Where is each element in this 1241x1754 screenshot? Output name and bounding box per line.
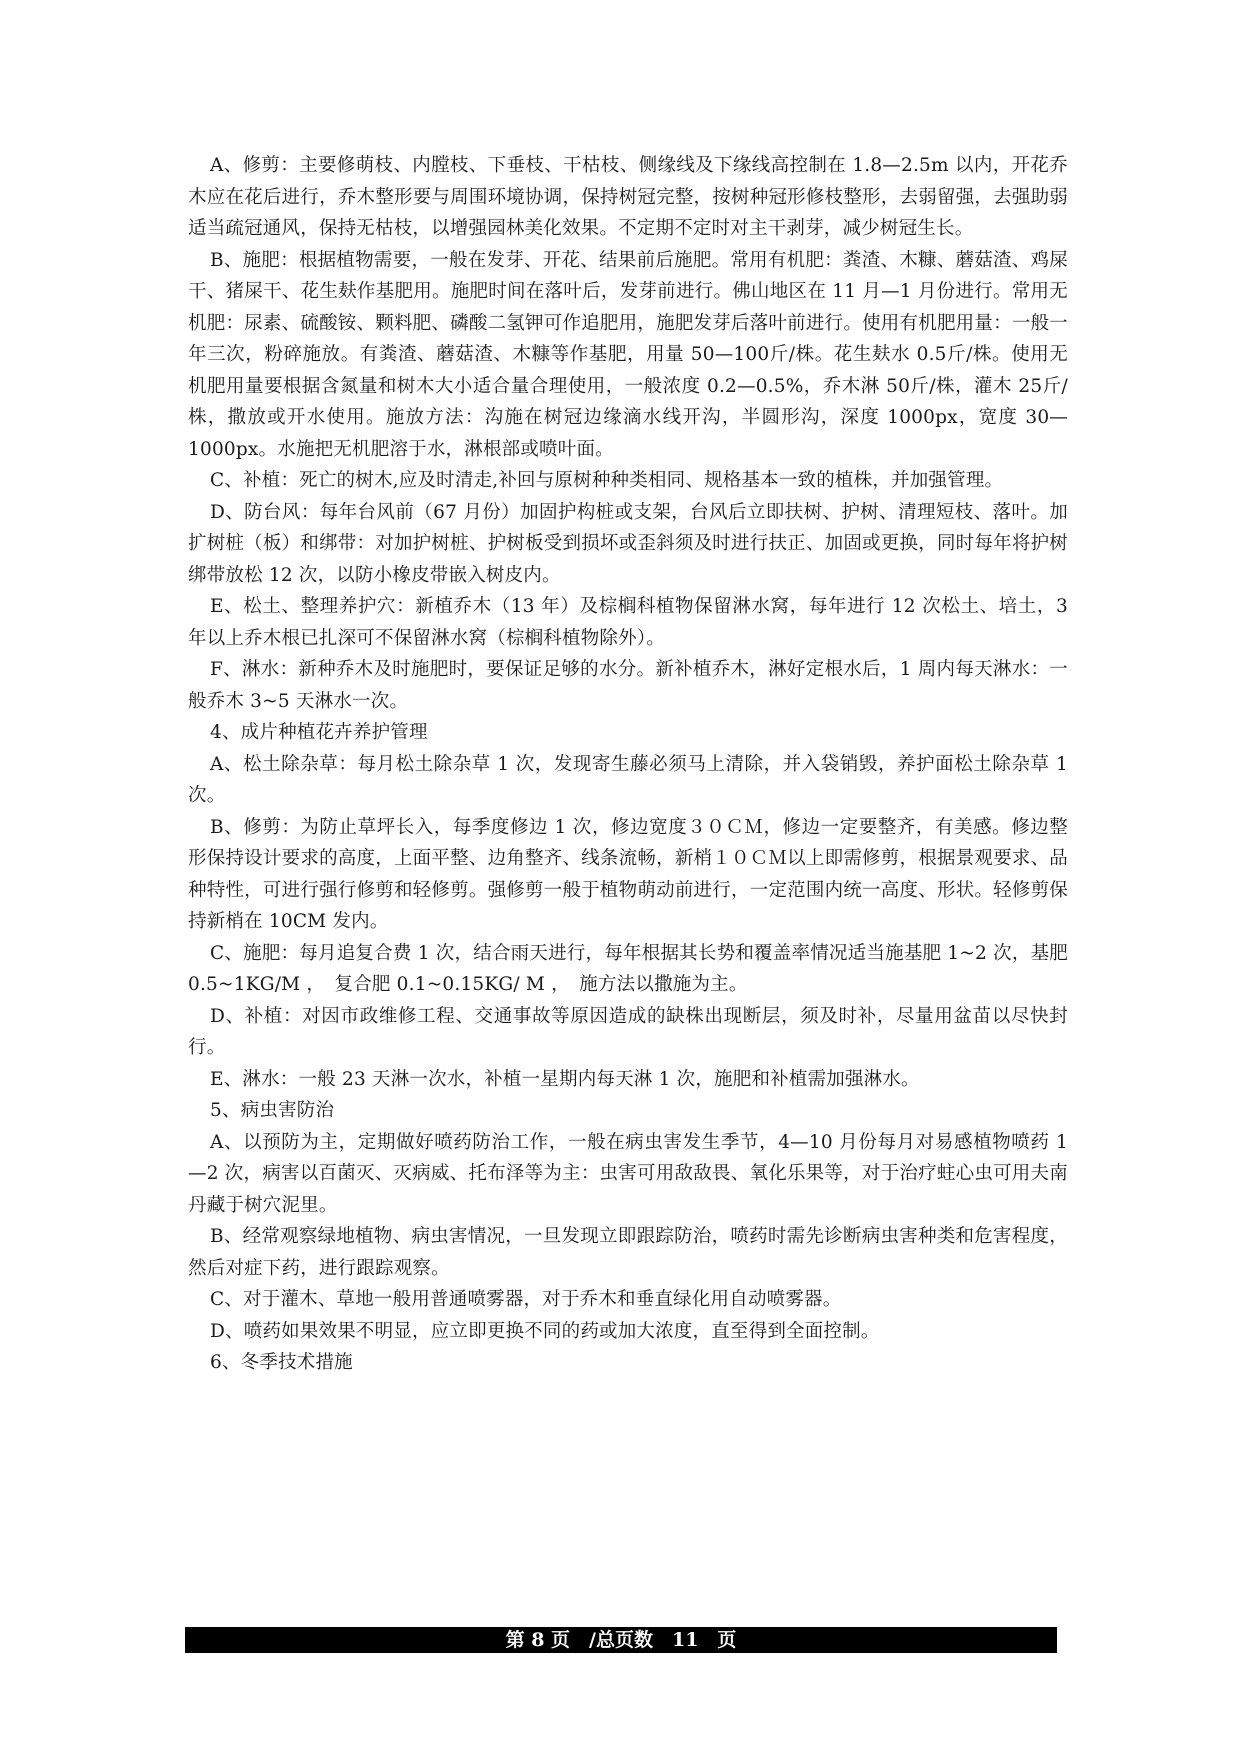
paragraph-flower-pruning: B、修剪：为防止草坪长入，每季度修边 1 次，修边宽度３０ＣＭ，修边一定要整齐，有美感。修边整形保持设计要求的高度，上面平整、边角整齐、线条流畅，新梢１０ＣＭ以上即需修剪，根据景观要求、品种特性，可进行强行修剪和轻修剪。强修剪一般于植物萌动前进行，一定范围内统一高度、形状。轻修剪保持新梢在 10CM 发内。 (188, 816, 1068, 932)
paragraph-fertilizing: B、施肥：根据植物需要，一般在发芽、开花、结果前后施肥。常用有机肥：粪渣、木糠、蘑菇渣、鸡屎干、猪屎干、花生麸作基肥用。施肥时间在落叶后，发芽前进行。佛山地区在 11 月—1 月份进行。常用无机肥：尿素、硫酸铵、颗料肥、磷酸二氢钾可作追肥用，施肥发芽后落叶前进行。使用有机肥用量：一般一年三次，粉碎施放。有粪渣、蘑菇渣、木糠等作基肥，用量 50—100斤/株。花生麸水 0.5斤/株。使用无机肥用量要根据含氮量和树木大小适合量合理使用，一般浓度 0.2—0.5%，乔木淋 50斤/株，灌木 25斤/株，撒放或开水使用。施放方法：沟施在树冠边缘滴水线开沟，半圆形沟，深度 1000px，宽度 30—1000px。水施把无机肥溶于水，淋根部或喷叶面。 (188, 249, 1068, 460)
paragraph-weeding: A、松土除杂草：每月松土除杂草 1 次，发现寄生藤必须马上清除，并入袋销毁，养护面松土除杂草 1 次。 (188, 753, 1068, 806)
section-heading-flowers: 4、成片种植花卉养护管理 (210, 722, 428, 743)
section-heading-winter: 6、冬季技术措施 (210, 1352, 353, 1373)
paragraph-loosening-soil: E、松土、整理养护穴：新植乔木（13 年）及棕榈科植物保留淋水窝，每年进行 12 次松土、培土，3 年以上乔木根已扎深可不保留淋水窝（棕榈科植物除外）。 (188, 596, 1068, 649)
document-body (188, 150, 1068, 1379)
paragraph-prevention: A、以预防为主，定期做好喷药防治工作，一般在病虫害发生季节，4—10 月份每月对易感植物喷药 1—2 次，病害以百菌灭、灭病威、托布泽等为主：虫害可用敌敌畏、氧化乐果等，对于治疗蛀心虫可用夫南丹藏于树穴泥里。 (188, 1131, 1068, 1216)
paragraph-flower-watering: E、淋水：一般 23 天淋一次水，补植一星期内每天淋 1 次，施肥和补植需加强淋水。 (210, 1068, 920, 1090)
paragraph-sprayers: C、对于灌木、草地一般用普通喷雾器，对于乔木和垂直绿化用自动喷雾器。 (210, 1289, 842, 1310)
paragraph-replanting: C、补植：死亡的树木,应及时清走,补回与原树种种类相同、规格基本一致的植株，并加强管理。 (210, 470, 1004, 491)
section-heading-pest-control: 5、病虫害防治 (210, 1100, 335, 1121)
paragraph-watering: F、淋水：新种乔木及时施肥时，要保证足够的水分。新补植乔木，淋好定根水后，1 周内每天淋水：一般乔木 3~5 天淋水一次。 (188, 659, 1068, 712)
paragraph-flower-replanting: D、补植：对因市政维修工程、交通事故等原因造成的缺株出现断层，须及时补，尽量用盆苗以尽快封行。 (188, 1005, 1068, 1058)
paragraph-flower-fertilizing: C、施肥：每月追复合费 1 次，结合雨天进行，每年根据其长势和覆盖率情况适当施基肥 1~2 次，基肥 0.5~1KG/M ， 复合肥 0.1~0.15KG/ M ， 施方法以撒施为主。 (188, 942, 1068, 995)
paragraph-observation: B、经常观察绿地植物、病虫害情况，一旦发现立即跟踪防治，喷药时需先诊断病虫害种类和危害程度，然后对症下药，进行跟踪观察。 (188, 1226, 1068, 1279)
page-number-footer: 第 8 页 /总页数 11 页 (185, 1627, 1057, 1653)
paragraph-typhoon: D、防台风：每年台风前（67 月份）加固护构桩或支架，台风后立即扶树、护树、清理短枝、落叶。加扩树桩（板）和绑带：对加护树桩、护树板受到损坏或歪斜须及时进行扶正、加固或更换，同时每年将护树绑带放松 12 次，以防小橡皮带嵌入树皮内。 (188, 501, 1068, 586)
paragraph-pruning: A、修剪：主要修萌枝、内膛枝、下垂枝、干枯枝、侧缘线及下缘线高控制在 1.8—2.5m 以内，开花乔木应在花后进行，乔木整形要与周围环境协调，保持树冠完整，按树种冠形修枝整形，去弱留强，去强助弱适当疏冠通风，保持无枯枝，以增强园林美化效果。不定期不定时对主干剥芽，减少树冠生长。 (188, 155, 1068, 239)
paragraph-replace-pesticide: D、喷药如果效果不明显，应立即更换不同的药或加大浓度，直至得到全面控制。 (210, 1320, 880, 1342)
